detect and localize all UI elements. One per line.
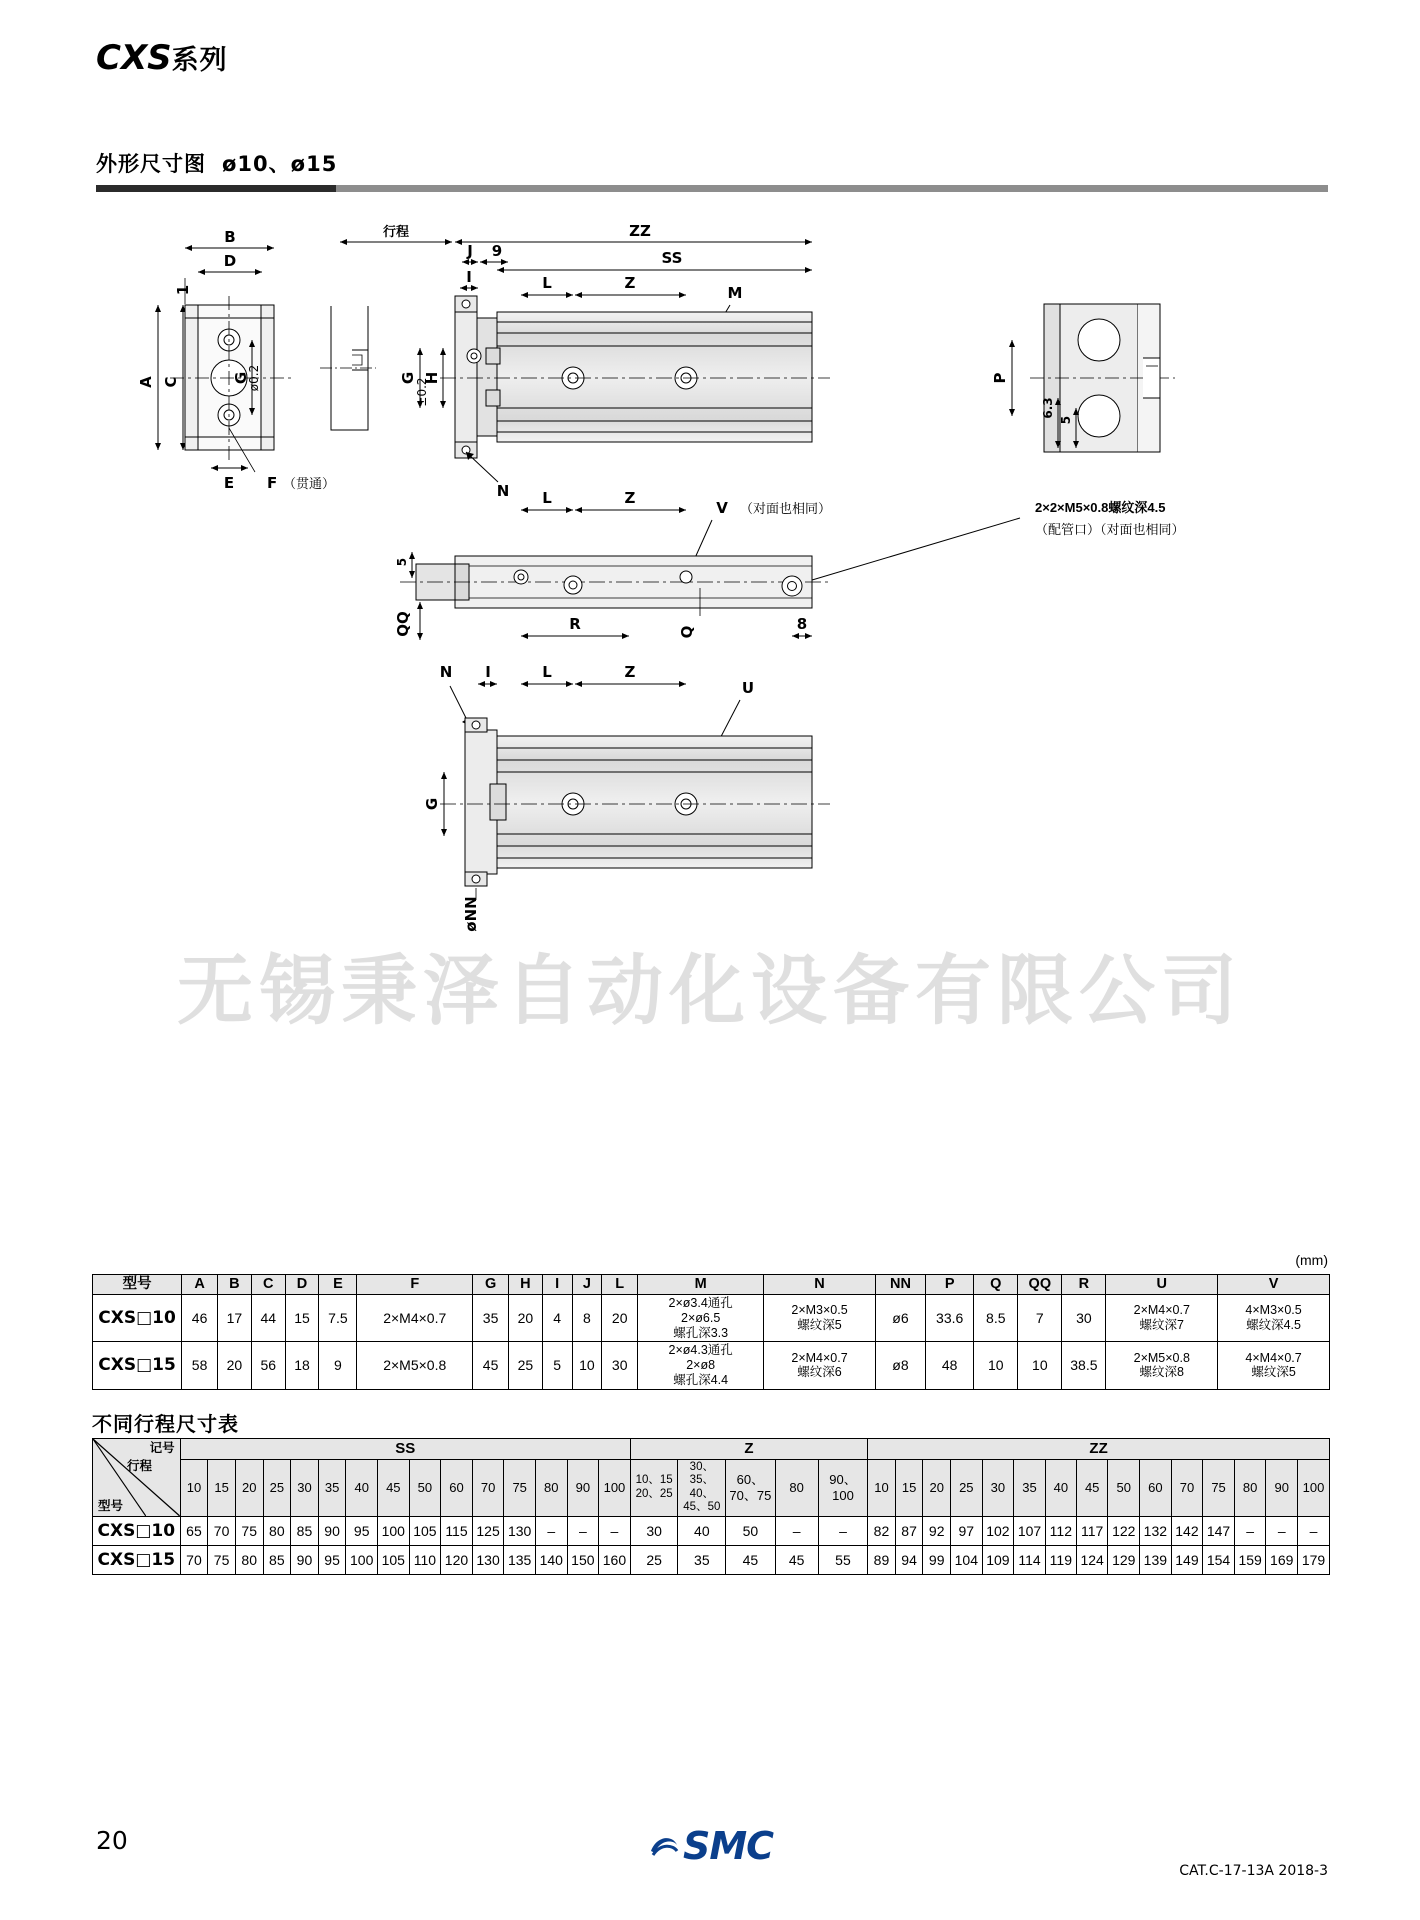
- cell-zz: 114: [1014, 1545, 1046, 1574]
- cell-zz: 109: [982, 1545, 1014, 1574]
- stroke-header-zz: 100: [1298, 1459, 1330, 1516]
- stroke-header-z: 80: [775, 1459, 818, 1516]
- cell-value: 30: [602, 1342, 638, 1389]
- cell-ss: 85: [291, 1516, 319, 1545]
- th-p: P: [926, 1275, 974, 1295]
- cell-value: ø8: [875, 1342, 925, 1389]
- stroke-header-z: 10、15 20、25: [630, 1459, 678, 1516]
- page-number: 20: [96, 1826, 128, 1855]
- th-nn: NN: [875, 1275, 925, 1295]
- cell-zz: 169: [1266, 1545, 1298, 1574]
- cell-zz: 82: [868, 1516, 896, 1545]
- table-row: [93, 1342, 1330, 1389]
- cell-value: 58: [182, 1342, 218, 1389]
- svg-text:P: P: [991, 372, 1009, 384]
- stroke-header-ss: 15: [208, 1459, 236, 1516]
- cell-ss: 130: [504, 1516, 536, 1545]
- cell-z: –: [775, 1516, 818, 1545]
- svg-text:±0.2: ±0.2: [415, 377, 429, 407]
- corner-label-top: 记号: [149, 1441, 175, 1455]
- svg-text:1: 1: [174, 284, 192, 296]
- cell-value: 2×M4×0.7 螺纹深6: [764, 1342, 876, 1389]
- svg-text:ø0.2: ø0.2: [247, 364, 261, 392]
- svg-text:V: V: [716, 499, 728, 517]
- stroke-header-ss: 40: [346, 1459, 378, 1516]
- th-a: A: [182, 1275, 218, 1295]
- cell-zz: 124: [1076, 1545, 1108, 1574]
- cell-value: 25: [509, 1342, 543, 1389]
- cell-value: 2×ø3.4通孔 2×ø6.5 螺孔深3.3: [638, 1295, 764, 1342]
- cell-value: 9: [319, 1342, 357, 1389]
- dimension-table: [92, 1274, 1330, 1390]
- svg-text:9: 9: [491, 242, 503, 260]
- stroke-header-zz: 60: [1140, 1459, 1172, 1516]
- cell-ss: 95: [318, 1545, 346, 1574]
- table-row: [93, 1516, 1330, 1545]
- svg-text:2×2×M5×0.8螺纹深4.5: 2×2×M5×0.8螺纹深4.5: [1035, 500, 1166, 515]
- cell-ss: 105: [378, 1545, 410, 1574]
- cell-ss: 85: [263, 1545, 291, 1574]
- cell-value: 30: [1062, 1295, 1106, 1342]
- cell-value: 20: [509, 1295, 543, 1342]
- stroke-header-zz: 20: [923, 1459, 951, 1516]
- th-q: Q: [974, 1275, 1018, 1295]
- cell-zz: 142: [1171, 1516, 1203, 1545]
- cell-value: 8.5: [974, 1295, 1018, 1342]
- th-g: G: [473, 1275, 509, 1295]
- table-header-row: [93, 1439, 1330, 1460]
- stroke-header-zz: 15: [895, 1459, 923, 1516]
- svg-text:G: G: [423, 797, 441, 811]
- cell-ss: 70: [208, 1516, 236, 1545]
- catalog-number: CAT.C-17-13A 2018-3: [1179, 1863, 1328, 1879]
- stroke-header-ss: 75: [504, 1459, 536, 1516]
- cell-ss: 90: [318, 1516, 346, 1545]
- stroke-table-title: 不同行程尺寸表: [92, 1414, 239, 1436]
- cell-ss: 135: [504, 1545, 536, 1574]
- cell-z: 30: [630, 1516, 678, 1545]
- svg-text:L: L: [542, 489, 552, 507]
- cell-value: 33.6: [926, 1295, 974, 1342]
- th-qq: QQ: [1018, 1275, 1062, 1295]
- svg-text:D: D: [223, 252, 237, 270]
- svg-text:QQ: QQ: [394, 611, 412, 637]
- stroke-header-zz: 50: [1108, 1459, 1140, 1516]
- stroke-header-zz: 70: [1171, 1459, 1203, 1516]
- svg-text:Q: Q: [678, 625, 696, 639]
- cell-value: 4×M3×0.5 螺纹深4.5: [1218, 1295, 1330, 1342]
- section-diameter: ø10、ø15: [222, 152, 338, 176]
- th-u: U: [1106, 1275, 1218, 1295]
- cell-value: 18: [285, 1342, 319, 1389]
- cell-zz: 104: [951, 1545, 983, 1574]
- th-j: J: [572, 1275, 602, 1295]
- svg-text:Z: Z: [624, 663, 636, 681]
- svg-text:8: 8: [796, 615, 808, 633]
- cell-value: 20: [602, 1295, 638, 1342]
- group-header-z: Z: [630, 1439, 867, 1460]
- cell-value: 5: [542, 1342, 572, 1389]
- cell-zz: 92: [923, 1516, 951, 1545]
- cell-z: 40: [678, 1516, 726, 1545]
- cell-zz: 112: [1045, 1516, 1076, 1545]
- cell-value: 2×M5×0.8: [357, 1342, 473, 1389]
- th-m: M: [638, 1275, 764, 1295]
- stroke-header-zz: 35: [1014, 1459, 1046, 1516]
- th-f: F: [357, 1275, 473, 1295]
- stroke-header-ss: 90: [567, 1459, 599, 1516]
- th-h: H: [509, 1275, 543, 1295]
- cell-ss: –: [567, 1516, 599, 1545]
- stroke-header-ss: 45: [378, 1459, 410, 1516]
- cell-value: 2×M3×0.5 螺纹深5: [764, 1295, 876, 1342]
- cell-value: 38.5: [1062, 1342, 1106, 1389]
- cell-ss: 140: [535, 1545, 567, 1574]
- cell-value: 2×M5×0.8 螺纹深8: [1106, 1342, 1218, 1389]
- cell-value: 7: [1018, 1295, 1062, 1342]
- cell-ss: 80: [235, 1545, 263, 1574]
- corner-label-mid: 行程: [127, 1459, 153, 1473]
- stroke-header-ss: 20: [235, 1459, 263, 1516]
- cell-value: 2×M4×0.7: [357, 1295, 473, 1342]
- stroke-header-zz: 30: [982, 1459, 1014, 1516]
- svg-text:（贯通）: （贯通）: [283, 476, 336, 491]
- svg-text:H: H: [423, 371, 441, 385]
- svg-text:C: C: [162, 376, 180, 388]
- cell-value: 20: [218, 1342, 252, 1389]
- cell-zz: 119: [1045, 1545, 1076, 1574]
- cell-ss: 115: [441, 1516, 473, 1545]
- th-r: R: [1062, 1275, 1106, 1295]
- group-header-ss: SS: [180, 1439, 630, 1460]
- cell-zz: –: [1266, 1516, 1298, 1545]
- stroke-header-zz: 25: [951, 1459, 983, 1516]
- smc-wordmark: SMC: [682, 1824, 774, 1868]
- th-v: V: [1218, 1275, 1330, 1295]
- cell-ss: 125: [472, 1516, 504, 1545]
- cell-ss: 150: [567, 1545, 599, 1574]
- cell-zz: 179: [1298, 1545, 1330, 1574]
- cell-value: 35: [473, 1295, 509, 1342]
- cell-zz: –: [1234, 1516, 1266, 1545]
- watermark: 无锡秉泽自动化设备有限公司: [177, 949, 1243, 1034]
- cell-value: 2×ø4.3通孔 2×ø8 螺孔深4.4: [638, 1342, 764, 1389]
- cell-ss: –: [535, 1516, 567, 1545]
- corner-label-bottom: 型号: [98, 1499, 124, 1514]
- cell-zz: 97: [951, 1516, 983, 1545]
- svg-text:6.3: 6.3: [1041, 397, 1055, 419]
- cell-value: 4×M4×0.7 螺纹深5: [1218, 1342, 1330, 1389]
- cell-zz: 94: [895, 1545, 923, 1574]
- svg-text:SS: SS: [661, 249, 683, 267]
- stroke-header-ss: 25: [263, 1459, 291, 1516]
- table-corner-header: [93, 1439, 181, 1517]
- cell-ss: 130: [472, 1545, 504, 1574]
- svg-text:（对面也相同）: （对面也相同）: [740, 501, 832, 516]
- table-row: [93, 1295, 1330, 1342]
- cell-ss: 75: [208, 1545, 236, 1574]
- cell-zz: 132: [1140, 1516, 1172, 1545]
- cell-zz: –: [1298, 1516, 1330, 1545]
- cell-zz: 129: [1108, 1545, 1140, 1574]
- section-rule-accent: [96, 185, 336, 192]
- stroke-header-ss: 60: [441, 1459, 473, 1516]
- page-title: [96, 38, 228, 78]
- stroke-header-z: 90、100: [818, 1459, 867, 1516]
- svg-text:L: L: [542, 274, 552, 292]
- cell-zz: 159: [1234, 1545, 1266, 1574]
- svg-text:G: G: [399, 371, 417, 385]
- cell-ss: 100: [378, 1516, 410, 1545]
- svg-text:ZZ: ZZ: [629, 222, 651, 240]
- cell-ss: 160: [599, 1545, 631, 1574]
- cell-value: 10: [974, 1342, 1018, 1389]
- stroke-header-ss: 80: [535, 1459, 567, 1516]
- section-title-text: 外形尺寸图: [96, 153, 206, 176]
- cell-ss: 80: [263, 1516, 291, 1545]
- svg-text:R: R: [569, 615, 581, 633]
- svg-text:E: E: [223, 474, 235, 492]
- cell-model: CXS□15: [93, 1545, 181, 1574]
- svg-text:F: F: [267, 474, 278, 492]
- stroke-dimension-table: [92, 1438, 1330, 1575]
- dimension-drawing: [0, 200, 1420, 1220]
- table-row: [93, 1545, 1330, 1574]
- cell-ss: 110: [409, 1545, 441, 1574]
- svg-text:（配管口）（对面也相同）: （配管口）（对面也相同）: [1035, 522, 1185, 537]
- cell-zz: 139: [1140, 1545, 1172, 1574]
- svg-text:Z: Z: [624, 489, 636, 507]
- th-n: N: [764, 1275, 876, 1295]
- stroke-header-ss: 50: [409, 1459, 441, 1516]
- stroke-header-zz: 10: [868, 1459, 896, 1516]
- cell-value: ø6: [875, 1295, 925, 1342]
- cell-z: –: [818, 1516, 867, 1545]
- svg-text:Z: Z: [624, 274, 636, 292]
- svg-text:行程: 行程: [382, 224, 410, 239]
- stroke-header-ss: 100: [599, 1459, 631, 1516]
- cell-value: 17: [218, 1295, 252, 1342]
- stroke-header-zz: 80: [1234, 1459, 1266, 1516]
- th-i: I: [542, 1275, 572, 1295]
- cell-zz: 107: [1014, 1516, 1046, 1545]
- svg-text:A: A: [137, 376, 155, 388]
- svg-text:M: M: [727, 284, 743, 302]
- th-model: 型号: [93, 1275, 182, 1295]
- svg-text:B: B: [224, 228, 236, 246]
- cell-z: 35: [678, 1545, 726, 1574]
- series-code: CXS: [96, 38, 172, 78]
- cell-zz: 87: [895, 1516, 923, 1545]
- cell-z: 45: [726, 1545, 775, 1574]
- stroke-header-z: 60、70、75: [726, 1459, 775, 1516]
- cell-ss: 90: [291, 1545, 319, 1574]
- series-suffix: 系列: [171, 45, 228, 76]
- cell-zz: 89: [868, 1545, 896, 1574]
- svg-text:5: 5: [1059, 415, 1073, 425]
- th-b: B: [218, 1275, 252, 1295]
- cell-ss: 70: [180, 1545, 208, 1574]
- cell-zz: 122: [1108, 1516, 1140, 1545]
- cell-value: 4: [542, 1295, 572, 1342]
- svg-text:L: L: [542, 663, 552, 681]
- table-subheader-row: [93, 1459, 1330, 1516]
- cell-value: 10: [1018, 1342, 1062, 1389]
- table-header-row: [93, 1275, 1330, 1295]
- cell-value: 56: [251, 1342, 285, 1389]
- stroke-header-z: 30、35、 40、45、50: [678, 1459, 726, 1516]
- cell-value: 8: [572, 1295, 602, 1342]
- cell-z: 45: [775, 1545, 818, 1574]
- cell-zz: 149: [1171, 1545, 1203, 1574]
- cell-zz: 117: [1076, 1516, 1108, 1545]
- svg-text:U: U: [741, 679, 755, 697]
- cell-zz: 154: [1203, 1545, 1235, 1574]
- unit-note: (mm): [1295, 1252, 1328, 1268]
- cell-ss: 65: [180, 1516, 208, 1545]
- cell-z: 55: [818, 1545, 867, 1574]
- brand-logo: [0, 1824, 1420, 1868]
- stroke-header-ss: 35: [318, 1459, 346, 1516]
- group-header-zz: ZZ: [868, 1439, 1330, 1460]
- cell-ss: 105: [409, 1516, 441, 1545]
- cell-z: 25: [630, 1545, 678, 1574]
- cell-zz: 102: [982, 1516, 1014, 1545]
- svg-text:J: J: [467, 242, 473, 260]
- cell-ss: –: [599, 1516, 631, 1545]
- cell-value: 15: [285, 1295, 319, 1342]
- cell-value: 10: [572, 1342, 602, 1389]
- section-title: [96, 148, 337, 178]
- cell-value: 7.5: [319, 1295, 357, 1342]
- th-c: C: [251, 1275, 285, 1295]
- cell-model: CXS□10: [93, 1295, 182, 1342]
- cell-value: 48: [926, 1342, 974, 1389]
- stroke-header-ss: 30: [291, 1459, 319, 1516]
- stroke-header-zz: 75: [1203, 1459, 1235, 1516]
- cell-value: 46: [182, 1295, 218, 1342]
- th-d: D: [285, 1275, 319, 1295]
- svg-text:N: N: [439, 663, 453, 681]
- stroke-header-zz: 40: [1045, 1459, 1076, 1516]
- cell-ss: 95: [346, 1516, 378, 1545]
- svg-text:I: I: [466, 268, 472, 286]
- stroke-header-ss: 70: [472, 1459, 504, 1516]
- cell-model: CXS□10: [93, 1516, 181, 1545]
- svg-text:5: 5: [395, 557, 409, 567]
- stroke-header-ss: 10: [180, 1459, 208, 1516]
- th-e: E: [319, 1275, 357, 1295]
- cell-ss: 75: [235, 1516, 263, 1545]
- svg-text:G: G: [232, 371, 250, 385]
- svg-text:øNN: øNN: [462, 896, 480, 932]
- svg-text:I: I: [485, 663, 491, 681]
- cell-zz: 99: [923, 1545, 951, 1574]
- cell-value: 45: [473, 1342, 509, 1389]
- stroke-header-zz: 45: [1076, 1459, 1108, 1516]
- cell-ss: 100: [346, 1545, 378, 1574]
- cell-model: CXS□15: [93, 1342, 182, 1389]
- cell-z: 50: [726, 1516, 775, 1545]
- cell-ss: 120: [441, 1545, 473, 1574]
- stroke-header-zz: 90: [1266, 1459, 1298, 1516]
- th-l: L: [602, 1275, 638, 1295]
- cell-zz: 147: [1203, 1516, 1235, 1545]
- cell-value: 2×M4×0.7 螺纹深7: [1106, 1295, 1218, 1342]
- smc-swirl-icon: [647, 1829, 681, 1868]
- svg-text:N: N: [496, 482, 510, 500]
- cell-value: 44: [251, 1295, 285, 1342]
